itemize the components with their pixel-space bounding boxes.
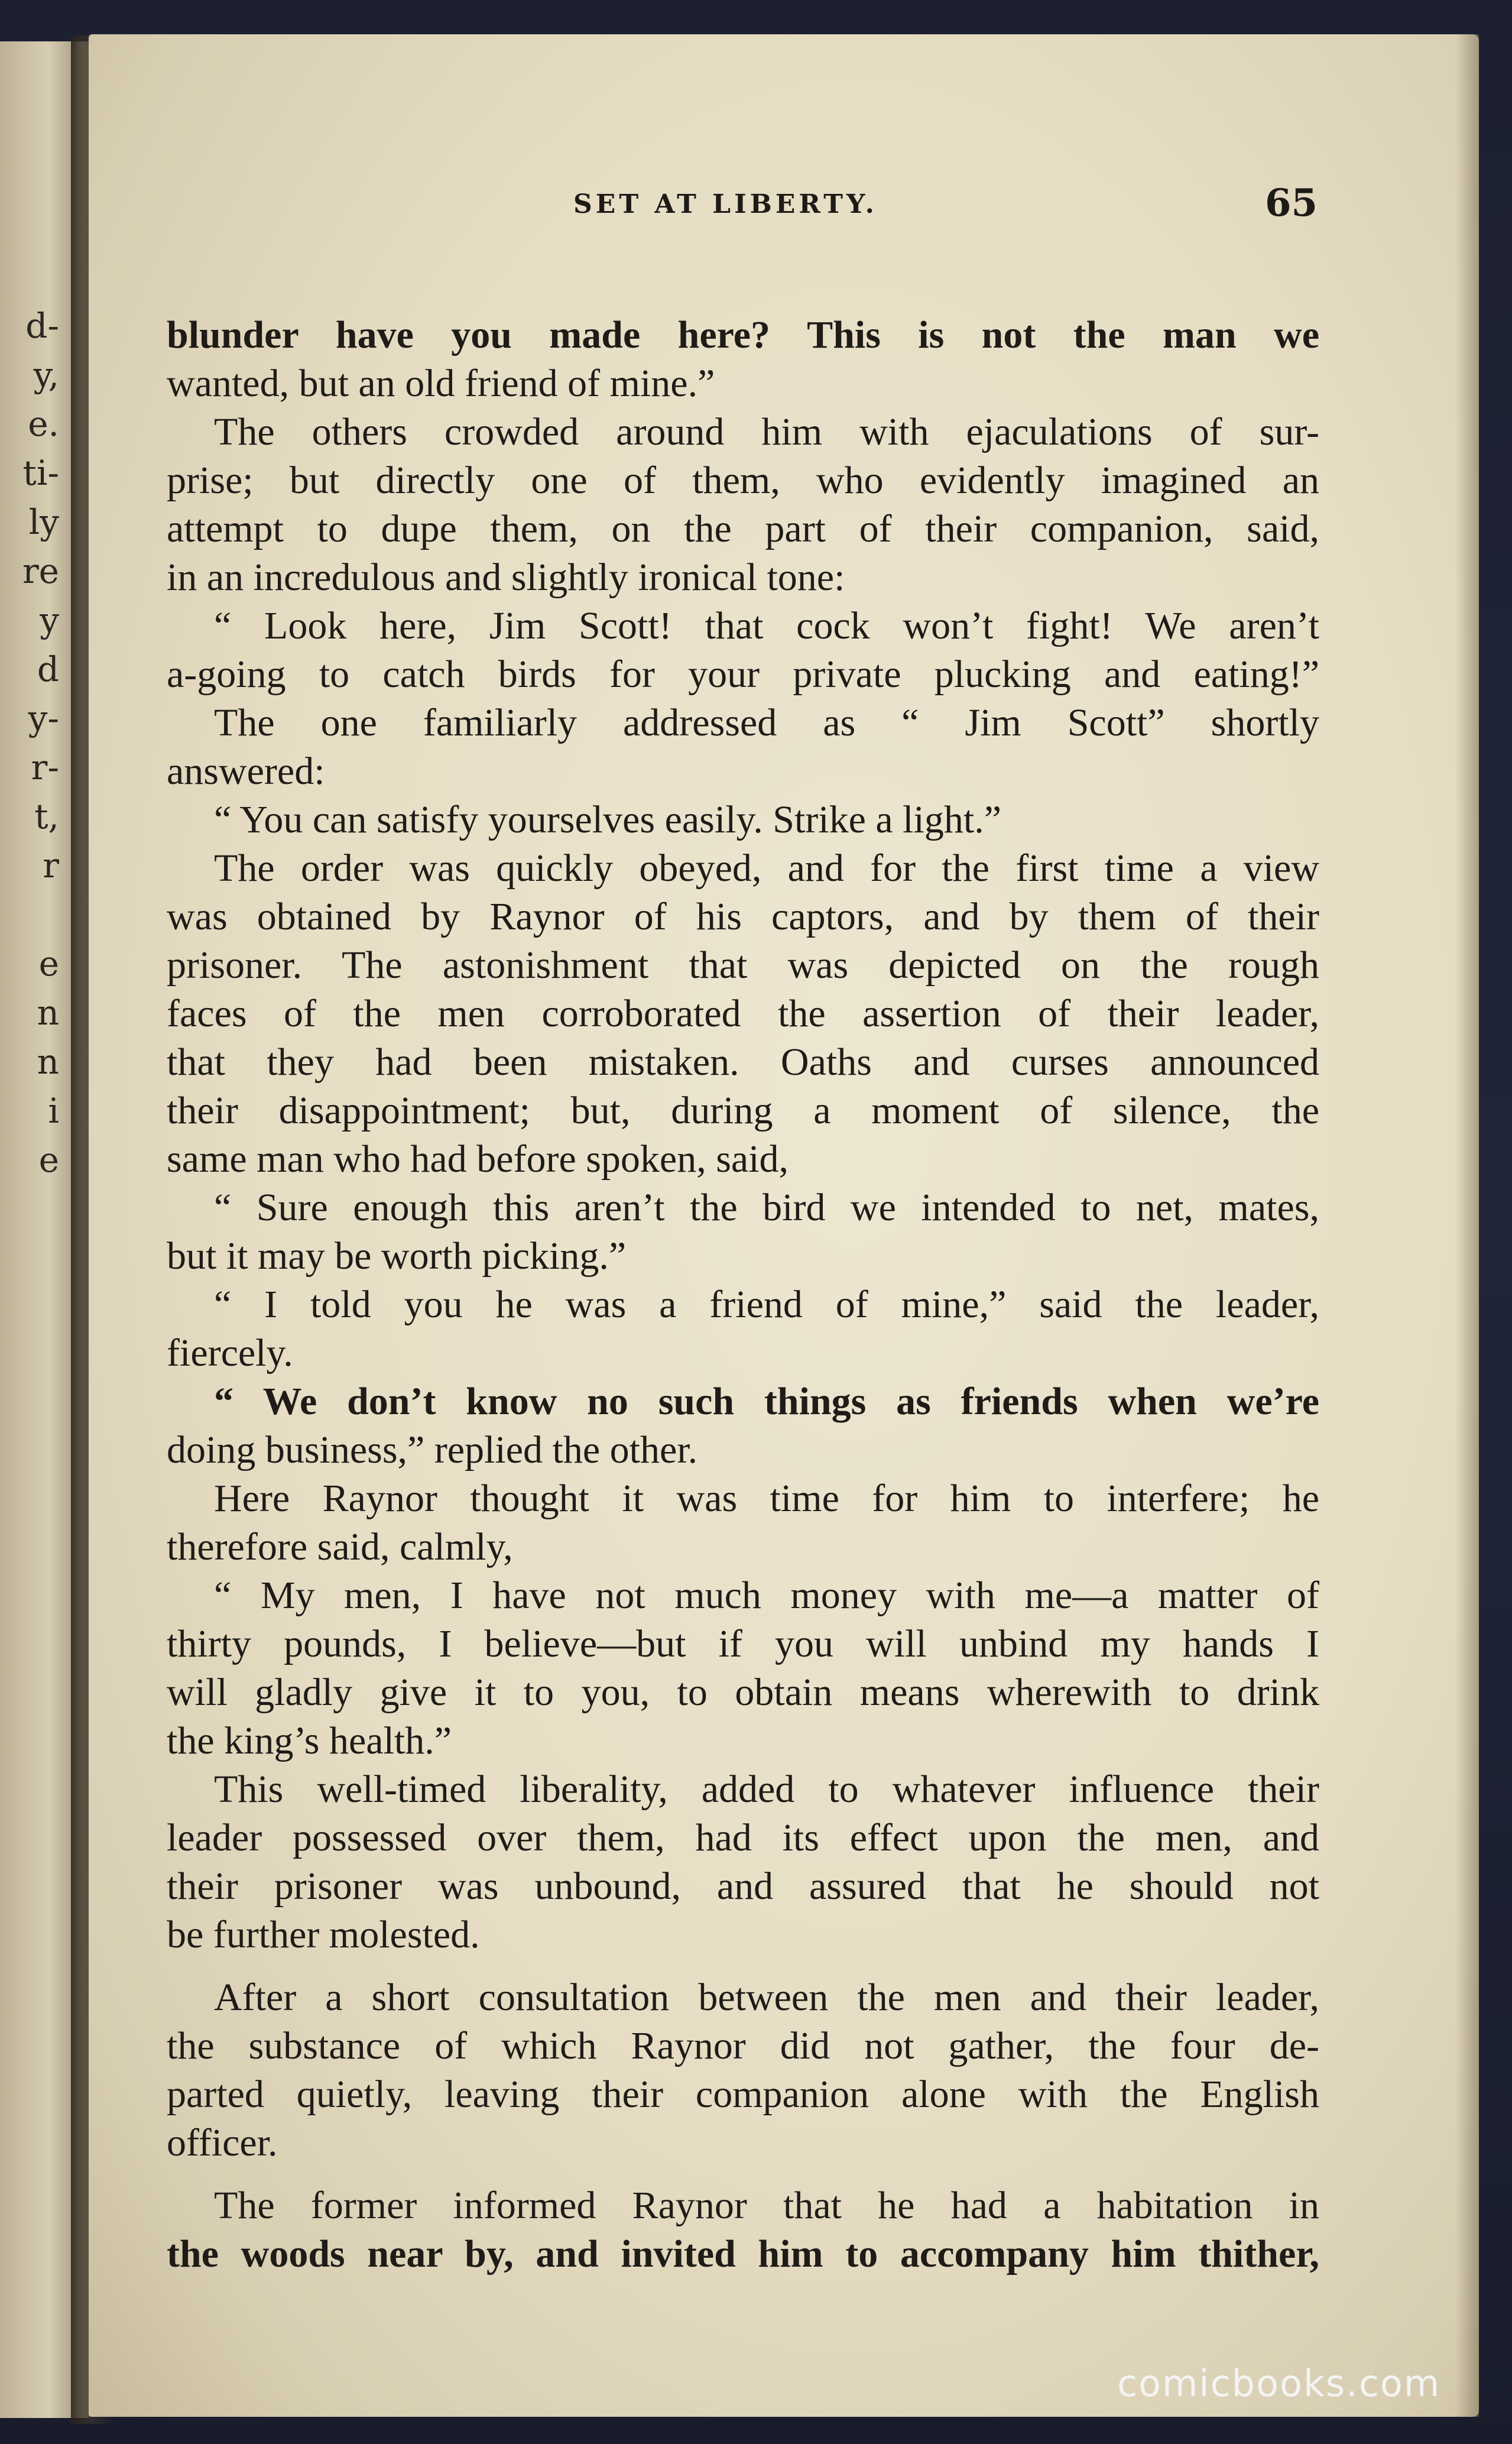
text-line: The former informed Raynor that he had a habitation in xyxy=(214,2184,1319,2227)
left-fragment: e xyxy=(38,1140,59,1180)
page-edge-shading xyxy=(1455,34,1479,2417)
left-fragment: y, xyxy=(33,355,59,395)
left-fragment: ti- xyxy=(22,453,59,493)
left-fragment: d- xyxy=(25,306,59,346)
text-line: therefore said, calmly, xyxy=(167,1525,513,1568)
left-fragment: ly xyxy=(28,502,59,542)
left-fragment: e xyxy=(38,944,59,984)
book-page xyxy=(89,34,1479,2417)
left-fragment: re xyxy=(22,551,59,591)
text-line: their disappointment; but, during a moment of silence, the xyxy=(167,1089,1319,1132)
left-fragment: y xyxy=(40,600,59,640)
text-line: doing business,” replied the other. xyxy=(167,1428,698,1471)
text-line: faces of the men corroborated the assertion of their leader, xyxy=(167,992,1319,1035)
text-line: in an incredulous and slightly ironical tone: xyxy=(167,556,845,599)
text-line: “ Sure enough this aren’t the bird we intended to net, mates, xyxy=(214,1186,1319,1229)
text-line: “ You can satisfy yourselves easily. Strike a light.” xyxy=(214,798,1001,841)
text-line: prise; but directly one of them, who evidently imagined an xyxy=(167,459,1319,502)
text-line: The others crowded around him with ejaculations of sur- xyxy=(214,410,1319,453)
left-fragment: r- xyxy=(31,747,59,787)
text-line: The one familiarly addressed as “ Jim Scott” shortly xyxy=(214,701,1319,744)
left-fragment: n xyxy=(37,993,59,1033)
text-line: the king’s health.” xyxy=(167,1719,452,1762)
text-line: the woods near by, and invited him to accompany him thither, xyxy=(167,2232,1319,2276)
page-number: 65 xyxy=(1265,181,1318,225)
text-line: a-going to catch birds for your private plucking and eating!” xyxy=(167,653,1319,696)
text-line: The order was quickly obeyed, and for the first time a view xyxy=(214,847,1319,890)
text-line: that they had been mistaken. Oaths and curses announced xyxy=(167,1041,1319,1084)
left-fragment xyxy=(0,890,59,939)
text-line: This well-timed liberality, added to whatever influence their xyxy=(214,1768,1319,1811)
text-line: “ My men, I have not much money with me—a matter of xyxy=(214,1574,1319,1617)
text-line: same man who had before spoken, said, xyxy=(167,1137,789,1181)
left-fragment: i xyxy=(48,1091,59,1131)
left-fragment: y- xyxy=(28,698,59,738)
running-head: SET AT LIBERTY. xyxy=(573,189,878,219)
text-line: Here Raynor thought it was time for him to interfere; he xyxy=(214,1477,1319,1520)
left-fragment: n xyxy=(37,1042,59,1082)
text-line: parted quietly, leaving their companion alone with the English xyxy=(167,2073,1319,2116)
text-line: was obtained by Raynor of his captors, and by them of their xyxy=(167,895,1319,938)
text-line: be further molested. xyxy=(167,1913,480,1956)
text-line: prisoner. The astonishment that was depicted on the rough xyxy=(167,944,1319,987)
text-line: After a short consultation between the men and their leader, xyxy=(214,1976,1319,2019)
body-text xyxy=(167,311,1319,2278)
text-line: their prisoner was unbound, and assured that he should not xyxy=(167,1865,1319,1908)
text-line: officer. xyxy=(167,2121,278,2164)
text-line: “ I told you he was a friend of mine,” said the leader, xyxy=(214,1283,1319,1326)
text-line: “ Look here, Jim Scott! that cock won’t fight! We aren’t xyxy=(214,604,1319,647)
text-line: attempt to dupe them, on the part of their companion, said, xyxy=(167,507,1319,550)
left-fragment: r xyxy=(43,845,59,886)
left-page-text-fragments xyxy=(0,302,59,1185)
text-line: leader possessed over them, had its effect upon the men, and xyxy=(167,1816,1319,1859)
site-watermark: comicbooks.com xyxy=(1117,2362,1441,2405)
text-line: answered: xyxy=(167,750,325,793)
left-fragment: e. xyxy=(28,404,59,444)
left-fragment: t, xyxy=(34,796,59,837)
text-line: will gladly give it to you, to obtain means wherewith to drink xyxy=(167,1671,1319,1714)
text-line: “ We don’t know no such things as friends when we’re xyxy=(214,1380,1319,1423)
text-line: the substance of which Raynor did not gather, the four de- xyxy=(167,2024,1319,2067)
text-line: but it may be worth picking.” xyxy=(167,1234,627,1278)
text-line: fiercely. xyxy=(167,1331,293,1375)
text-line: thirty pounds, I believe—but if you will unbind my hands I xyxy=(167,1622,1319,1665)
text-line: wanted, but an old friend of mine.” xyxy=(167,362,715,405)
page-header xyxy=(89,181,1479,236)
left-fragment: d xyxy=(37,649,59,689)
text-line: blunder have you made here? This is not the man we xyxy=(167,313,1319,356)
